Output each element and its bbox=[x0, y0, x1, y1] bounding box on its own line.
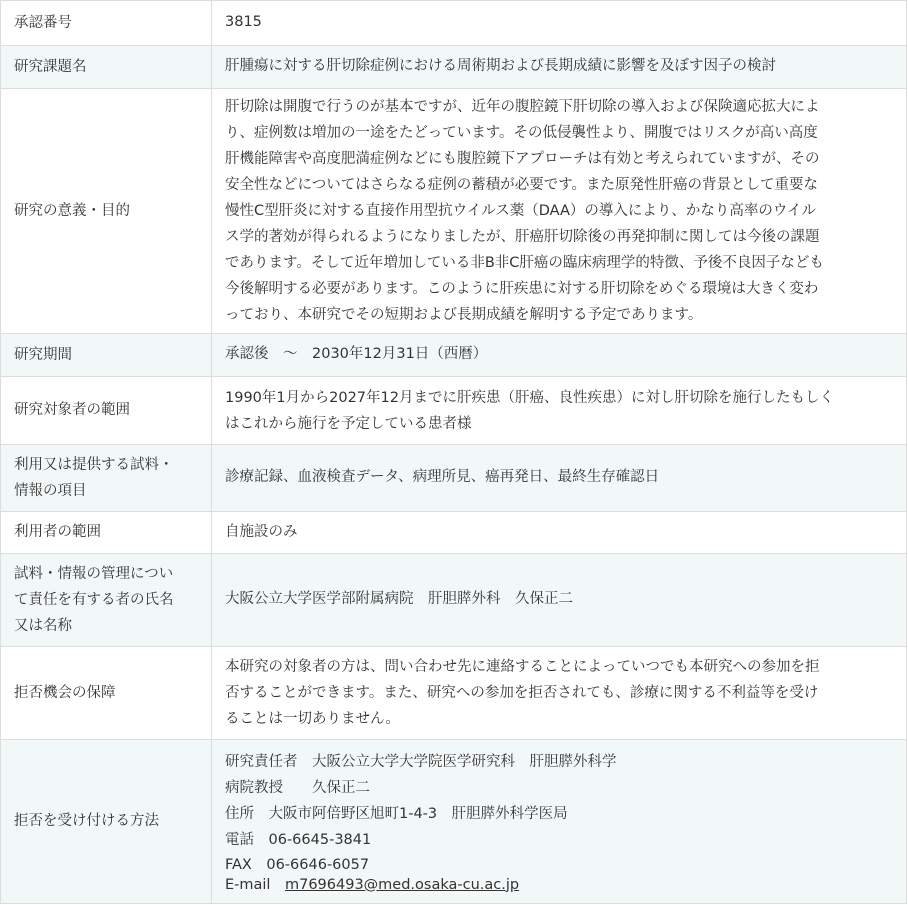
value-data-manager: 大阪公立大学医学部附属病院 肝胆膵外科 久保正二 bbox=[212, 554, 907, 647]
label-users: 利用者の範囲 bbox=[1, 512, 212, 554]
label-purpose: 研究の意義・目的 bbox=[1, 89, 212, 334]
row-data-manager bbox=[1, 554, 907, 647]
label-approval-number: 承認番号 bbox=[1, 1, 212, 46]
contact-professor: 病院教授 久保正二 bbox=[225, 779, 370, 796]
contact-phone: 電話 06-6645-3841 bbox=[225, 831, 372, 848]
contact-email-line bbox=[225, 875, 893, 895]
purpose-line: 慢性C型肝炎に対する直接作用型抗ウイルス薬（DAA）の導入により、かなり高率のウイル bbox=[225, 203, 816, 219]
refusal-line: ることは一切ありません。 bbox=[225, 711, 400, 727]
label-line: 情報の項目 bbox=[14, 483, 87, 499]
email-link[interactable]: m7696493@med.osaka-cu.ac.jp bbox=[284, 876, 520, 893]
email-label: E-mail bbox=[225, 876, 285, 893]
label-subjects: 研究対象者の範囲 bbox=[1, 377, 212, 445]
label-refusal-method: 拒否を受け付ける方法 bbox=[1, 740, 212, 904]
value-subjects bbox=[212, 377, 907, 445]
row-refusal-guarantee bbox=[1, 647, 907, 740]
value-users: 自施設のみ bbox=[212, 512, 907, 554]
contact-fax: FAX 06-6646-6057 bbox=[225, 856, 370, 873]
value-study-period: 承認後 ～ 2030年12月31日（西暦） bbox=[212, 334, 907, 377]
label-study-period: 研究期間 bbox=[1, 334, 212, 377]
subjects-line: はこれから施行を予定している患者様 bbox=[225, 415, 472, 432]
purpose-line: り、症例数は増加の一途をたどっています。その低侵襲性より、開腹ではリスクが高い高度 bbox=[225, 125, 818, 141]
row-study-title bbox=[1, 46, 907, 89]
refusal-line: 否することができます。また、研究への参加を拒否されても、診療に関する不利益等を受け bbox=[225, 685, 819, 701]
row-subjects bbox=[1, 377, 907, 445]
value-data-items: 診療記録、血液検査データ、病理所見、癌再発日、最終生存確認日 bbox=[212, 445, 907, 512]
value-study-title: 肝腫瘍に対する肝切除症例における周術期および長期成績に影響を及ぼす因子の検討 bbox=[212, 46, 907, 89]
value-purpose bbox=[212, 89, 907, 334]
purpose-line: っており、本研究でその短期および長期成績を解明する予定であります。 bbox=[225, 307, 703, 323]
purpose-line: 今後解明する必要があります。このように肝疾患に対する肝切除をめぐる環境は大きく変わ bbox=[225, 281, 819, 297]
row-refusal-method bbox=[1, 740, 907, 904]
label-refusal-guarantee: 拒否機会の保障 bbox=[1, 647, 212, 740]
value-refusal-guarantee bbox=[212, 647, 907, 740]
row-data-items bbox=[1, 445, 907, 512]
purpose-line: 肝機能障害や高度肥満症例などにも腹腔鏡下アプローチは有効と考えられていますが、その bbox=[225, 151, 820, 167]
row-purpose bbox=[1, 89, 907, 334]
label-line: て責任を有する者の氏名 bbox=[14, 592, 174, 608]
subjects-line: 1990年1月から2027年12月までに肝疾患（肝癌、良性疾患）に対し肝切除を施行したもしく bbox=[225, 389, 834, 406]
value-approval-number: 3815 bbox=[212, 1, 907, 46]
label-data-items bbox=[1, 445, 212, 512]
label-data-manager bbox=[1, 554, 212, 647]
value-refusal-method bbox=[212, 740, 907, 904]
purpose-line: であります。そして近年増加している非B非C肝癌の臨床病理学的特徴、予後不良因子なども bbox=[225, 255, 824, 271]
purpose-line: ス学的著効が得られるようになりましたが、肝癌肝切除後の再発抑制に関しては今後の課題 bbox=[225, 229, 820, 245]
contact-lead: 研究責任者 大阪公立大学大学院医学研究科 肝胆膵外科学 bbox=[225, 753, 617, 770]
contact-address: 住所 大阪市阿倍野区旭町1-4-3 肝胆膵外科学医局 bbox=[225, 805, 568, 822]
refusal-line: 本研究の対象者の方は、問い合わせ先に連絡することによっていつでも本研究への参加を拒 bbox=[225, 659, 820, 675]
label-line: 利用又は提供する試料・ bbox=[14, 457, 174, 473]
row-users bbox=[1, 512, 907, 554]
row-study-period bbox=[1, 334, 907, 377]
row-approval-number bbox=[1, 1, 907, 46]
purpose-line: 肝切除は開腹で行うのが基本ですが、近年の腹腔鏡下肝切除の導入および保険適応拡大によ bbox=[225, 99, 820, 115]
label-line: 又は名称 bbox=[14, 618, 72, 634]
purpose-line: 安全性などについてはさらなる症例の蓄積が必要です。また原発性肝癌の背景として重要な bbox=[225, 177, 819, 193]
label-study-title: 研究課題名 bbox=[1, 46, 212, 89]
label-line: 試料・情報の管理につい bbox=[14, 566, 174, 582]
